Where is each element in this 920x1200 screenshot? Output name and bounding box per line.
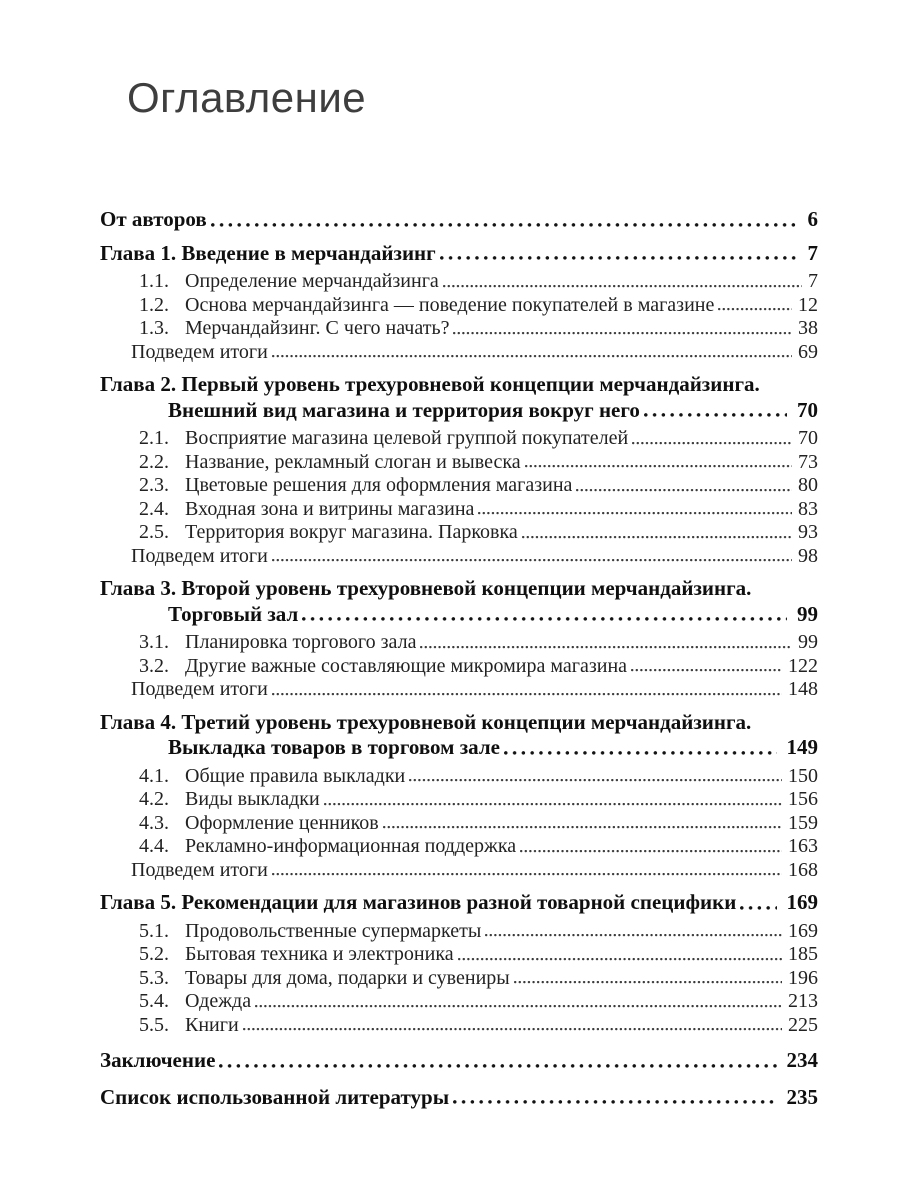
toc-entry [100, 270, 818, 294]
toc-entry [100, 521, 818, 545]
dot-leader [521, 466, 796, 468]
page-number: 159 [788, 811, 818, 834]
entry-title: Подведем итоги [131, 340, 268, 363]
dot-leader [474, 513, 796, 515]
page-title: Оглавление [127, 74, 367, 121]
toc-entry [100, 1085, 818, 1111]
toc-entry [100, 655, 818, 679]
entry-title: Глава 2. Первый уровень трехуровневой концепции мерчандайзинга. [100, 372, 760, 396]
entry-title: Входная зона и витрины магазина [185, 497, 475, 520]
page-number: 69 [798, 340, 818, 363]
page-number: 196 [788, 966, 818, 989]
entry-title: Виды выкладки [185, 788, 320, 810]
dot-leader [500, 752, 785, 754]
dot-leader [640, 415, 795, 417]
entry-title: Определение мерчандайзинга [185, 270, 439, 292]
toc-entry [100, 372, 818, 423]
entry-number: 2.2. [139, 450, 169, 473]
entry-title: Товары для дома, подарки и сувениры [185, 966, 510, 989]
entry-title: Бытовая техника и электроника [185, 943, 454, 965]
entry-title: Основа мерчандайзинга — поведение покупателей в магазине [185, 293, 715, 316]
toc-entry [100, 943, 818, 967]
page-number: 7 [807, 240, 818, 265]
entry-number: 5.5. [139, 1013, 169, 1036]
page-number: 73 [798, 450, 818, 473]
entry-number: 5.1. [139, 919, 169, 942]
entry-title: Продовольственные супермаркеты [185, 919, 482, 942]
entry-title: Глава 4. Третий уровень трехуровневой концепции мерчандайзинга. [100, 709, 752, 734]
entry-title: Подведем итоги [131, 678, 268, 700]
page-number: 80 [798, 474, 818, 496]
dot-leader [628, 442, 796, 444]
entry-title: Книги [185, 1013, 239, 1036]
dot-leader [714, 309, 796, 311]
entry-number: 5.2. [139, 943, 169, 965]
page-number: 122 [788, 654, 818, 677]
entry-title: Оформление ценников [185, 811, 379, 834]
entry-number: 2.4. [139, 497, 169, 520]
page-number: 38 [798, 317, 818, 339]
entry-number: 3.1. [139, 631, 169, 653]
toc-entry [100, 576, 818, 627]
page-number: 12 [798, 293, 818, 316]
dot-leader [449, 1102, 784, 1104]
entry-title: Рекламно-информационная поддержка [185, 835, 517, 857]
entry-title: Глава 1. Введение в мерчандайзинг [100, 240, 436, 265]
dot-leader [481, 935, 786, 937]
dot-leader [239, 1029, 786, 1031]
page-number: 156 [788, 788, 818, 810]
dot-leader [518, 536, 796, 538]
entry-title: Торговый зал [168, 601, 299, 626]
toc-entry [100, 545, 818, 569]
page-number: 148 [788, 678, 818, 700]
toc-entry [100, 427, 818, 451]
toc-entry [100, 812, 818, 836]
dot-leader [268, 874, 786, 876]
entry-title: Выкладка товаров в торговом зале [168, 735, 500, 759]
toc-entry [100, 341, 818, 365]
toc-entry [100, 1048, 818, 1074]
dot-leader [320, 803, 786, 805]
dot-leader [510, 982, 786, 984]
entry-title: Территория вокруг магазина. Парковка [185, 521, 518, 543]
toc-entry [100, 920, 818, 944]
dot-leader [416, 646, 796, 648]
entry-number: 2.1. [139, 427, 169, 449]
page-number: 169 [788, 919, 818, 942]
entry-number: 2.3. [139, 474, 169, 496]
entry-number: 5.3. [139, 966, 169, 989]
entry-number: 3.2. [139, 654, 169, 677]
entry-title: Одежда [185, 990, 252, 1012]
dot-leader [454, 958, 786, 960]
entry-number: 4.2. [139, 788, 169, 810]
entry-title: От авторов [100, 207, 207, 231]
toc-entry [100, 859, 818, 883]
dot-leader [268, 693, 786, 695]
dot-leader [215, 1065, 784, 1067]
toc-entry [100, 890, 818, 916]
toc-entry [100, 710, 818, 761]
toc-entry [100, 967, 818, 991]
toc-entry [100, 451, 818, 475]
page-number: 99 [798, 631, 818, 653]
toc-list [100, 207, 818, 1110]
page-number: 213 [788, 990, 818, 1012]
dot-leader [298, 619, 795, 621]
toc-entry [100, 678, 818, 702]
page-number: 83 [798, 497, 818, 520]
dot-leader [439, 285, 806, 287]
entry-title: Название, рекламный слоган и вывеска [185, 450, 521, 473]
dot-leader [207, 224, 806, 226]
toc-entry [100, 207, 818, 233]
toc-entry [100, 631, 818, 655]
page-number: 225 [788, 1013, 818, 1036]
entry-number: 1.1. [139, 270, 169, 292]
entry-number: 4.3. [139, 811, 169, 834]
page-number: 70 [797, 397, 818, 422]
dot-leader [268, 356, 796, 358]
page-number: 235 [786, 1084, 818, 1109]
entry-title: Восприятие магазина целевой группой покупателей [185, 427, 629, 449]
entry-number: 5.4. [139, 990, 169, 1012]
toc-entry [100, 317, 818, 341]
page-number: 168 [788, 858, 818, 881]
dot-leader [405, 780, 786, 782]
entry-title: Подведем итоги [131, 544, 268, 567]
entry-title: Цветовые решения для оформления магазина [185, 474, 573, 496]
toc-entry [100, 294, 818, 318]
entry-title: Общие правила выкладки [185, 764, 406, 787]
toc-entry [100, 474, 818, 498]
page-number: 6 [807, 207, 818, 231]
toc-entry [100, 990, 818, 1014]
page-number: 7 [808, 270, 818, 292]
dot-leader [627, 670, 786, 672]
page-number: 70 [798, 427, 818, 449]
entry-title: Планировка торгового зала [185, 631, 417, 653]
entry-title: Другие важные составляющие микромира магазина [185, 654, 628, 677]
toc-entry [100, 788, 818, 812]
entry-title: Внешний вид магазина и территория вокруг него [168, 397, 640, 422]
dot-leader [572, 489, 796, 491]
dot-leader [251, 1005, 786, 1007]
page-number: 99 [797, 601, 818, 626]
dot-leader [268, 560, 796, 562]
page-number: 169 [786, 890, 818, 914]
entry-number: 1.2. [139, 293, 169, 316]
entry-title: Глава 3. Второй уровень трехуровневой концепции мерчандайзинга. [100, 576, 752, 600]
entry-number: 4.4. [139, 835, 169, 857]
entry-number: 4.1. [139, 764, 169, 787]
entry-title: Глава 5. Рекомендации для магазинов разной товарной специфики [100, 890, 737, 914]
entry-number: 1.3. [139, 317, 169, 339]
page-number: 185 [788, 943, 818, 965]
dot-leader [379, 827, 786, 829]
page-number: 98 [798, 544, 818, 567]
page-number: 150 [788, 764, 818, 787]
toc-entry [100, 241, 818, 267]
dot-leader [736, 907, 784, 909]
entry-number: 2.5. [139, 521, 169, 543]
toc-entry [100, 835, 818, 859]
entry-title: Мерчандайзинг. С чего начать? [185, 317, 450, 339]
dot-leader [516, 850, 786, 852]
toc-entry [100, 1014, 818, 1038]
dot-leader [449, 332, 796, 334]
entry-title: Список использованной литературы [100, 1084, 450, 1109]
toc-entry [100, 498, 818, 522]
entry-title: Заключение [100, 1048, 216, 1072]
entry-title: Подведем итоги [131, 858, 268, 881]
page-number: 234 [786, 1048, 818, 1072]
page-number: 149 [786, 735, 818, 759]
toc-entry [100, 765, 818, 789]
page-number: 163 [788, 835, 818, 857]
dot-leader [436, 258, 806, 260]
page-number: 93 [798, 521, 818, 543]
